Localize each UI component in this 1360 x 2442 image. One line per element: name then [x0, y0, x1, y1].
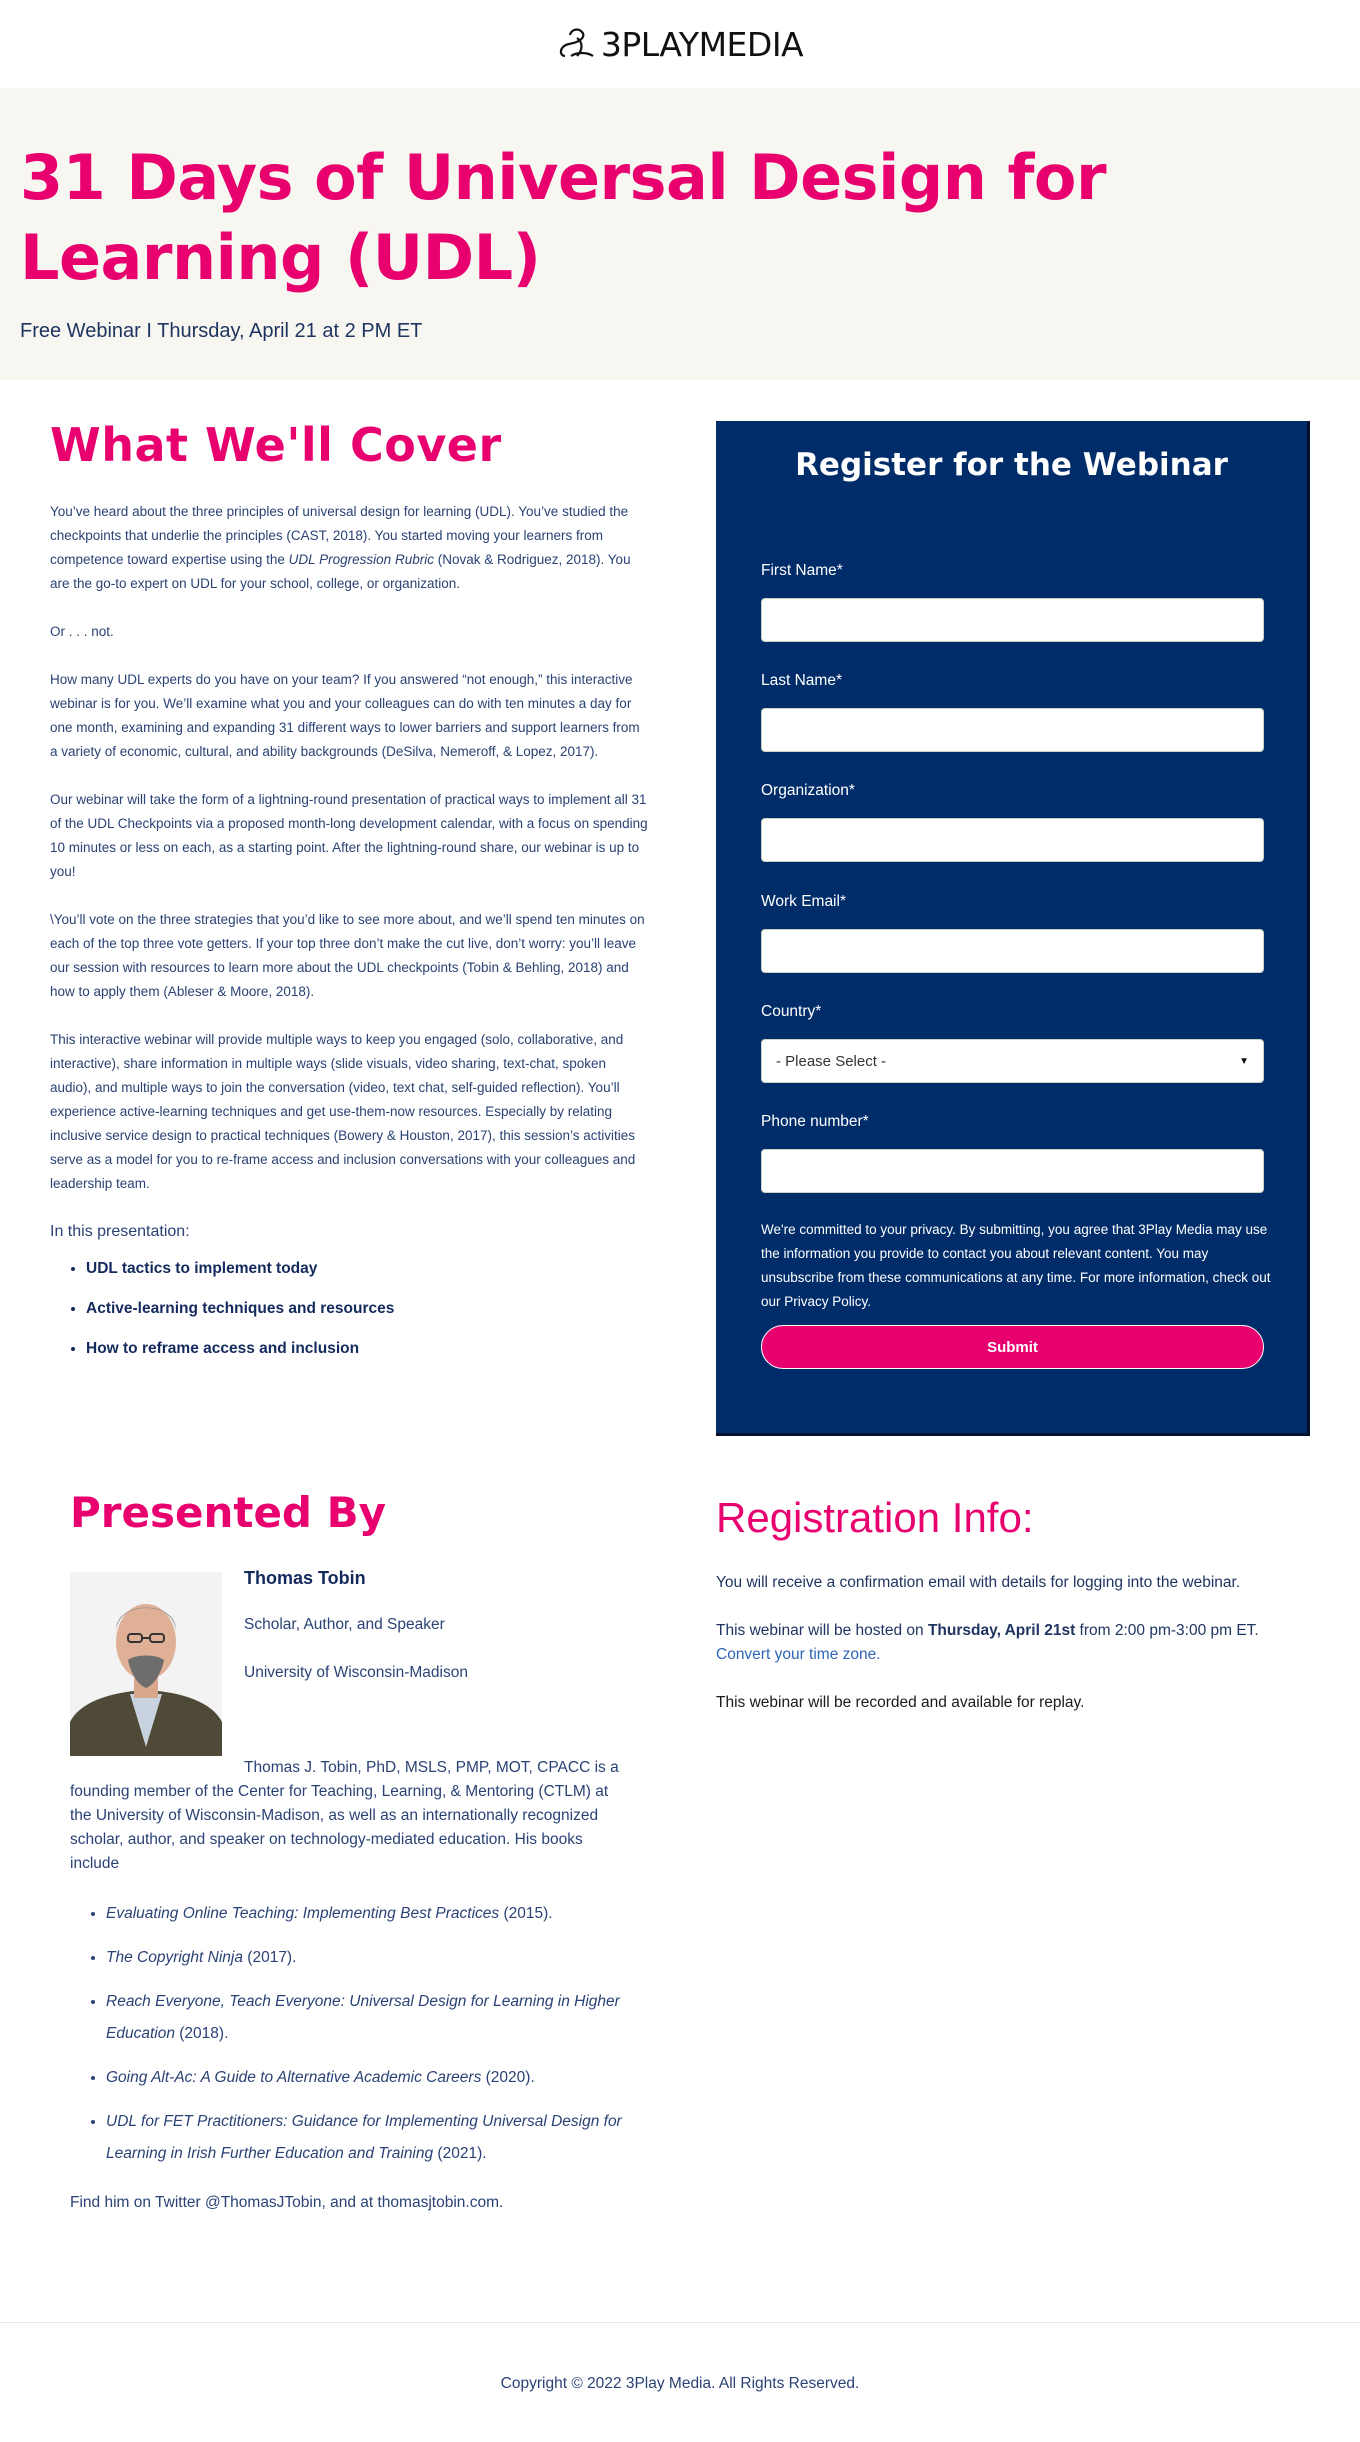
privacy-notice: We're committed to your privacy. By submitting, you agree that 3Play Media may use the information you provide to contact you about relevant content. You may unsubscribe from these communications at any time. For more information, check out our Privacy Policy.: [761, 1222, 1271, 1309]
list-item: [106, 2062, 630, 2094]
cover-paragraph-1: [50, 500, 650, 596]
phone-label: Phone number*: [761, 1113, 869, 1130]
list-item: [106, 1898, 630, 1930]
book-title: UDL for FET Practitioners: Guidance for Implementing Universal Design for Learning in Irish Further Education and Training: [106, 2113, 622, 2162]
convert-timezone-link[interactable]: Convert your time zone.: [716, 1646, 881, 1663]
site-footer: [0, 2322, 1360, 2442]
organization-input[interactable]: [761, 818, 1264, 862]
section-heading-cover: What We'll Cover: [50, 418, 502, 472]
list-item: • How to reframe access and inclusion: [86, 1340, 650, 1358]
logo-text: 3PLAYMEDIA: [600, 24, 804, 64]
site-header: [0, 0, 1360, 88]
cover-paragraph-5: \You’ll vote on the three strategies that you’d like to see more about, and we’ll spend ten minutes on each of the top three vote getters. If your top three don’t make the cut live, don’t worry: you’ll leave our session with resources to learn more about the UDL checkpoints (Tobin & Behling, 2018) and how to apply them (Ableser & Moore, 2018).: [50, 912, 645, 999]
copyright: Copyright © 2022 3Play Media. All Rights Reserved.: [500, 2375, 860, 2392]
last-name-label: Last Name*: [761, 672, 842, 689]
submit-button[interactable]: Submit: [761, 1325, 1264, 1369]
book-year: (2018).: [174, 2025, 229, 2042]
section-heading-registration-info: Registration Info:: [716, 1494, 1034, 1541]
work-email-input[interactable]: [761, 929, 1264, 973]
list-item: [106, 1986, 630, 2050]
cover-paragraph-3: How many UDL experts do you have on your team? If you answered “not enough,” this interactive webinar is for you. We’ll examine what you and your colleagues can do with ten minutes a day for one month, examining and expanding 31 different ways to lower barriers and support learners from a variety of economic, cultural, and ability backgrounds (DeSilva, Nemeroff, & Lopez, 2017).: [50, 672, 640, 759]
hero-banner: [0, 88, 1360, 380]
country-select[interactable]: [761, 1039, 1264, 1083]
last-name-input[interactable]: [761, 708, 1264, 752]
book-title: Going Alt-Ac: A Guide to Alternative Academic Careers: [106, 2069, 482, 2086]
phone-input[interactable]: [761, 1149, 1264, 1193]
list-item: [106, 1942, 630, 1974]
list-item: [106, 2106, 630, 2170]
chevron-down-icon: ▼: [1239, 1055, 1249, 1067]
what-well-cover-section: [50, 418, 650, 1380]
country-label: Country*: [761, 1003, 822, 1020]
replay-text: This webinar will be recorded and available for replay.: [716, 1694, 1085, 1711]
confirmation-text: You will receive a confirmation email with details for logging into the webinar.: [716, 1574, 1241, 1591]
3play-media-logo-icon: [557, 26, 597, 62]
cover-paragraph-4: Our webinar will take the form of a lightning-round presentation of practical ways to implement all 31 of the UDL Checkpoints via a proposed month-long development calendar, with a focus on spending 10 minutes or less on each, as a starting point. After the lightning-round share, our webinar is up to you!: [50, 792, 648, 879]
speaker-affiliation: University of Wisconsin-Madison: [244, 1664, 468, 1681]
form-title: Register for the Webinar: [795, 447, 1228, 483]
cover-paragraph-2: Or . . . not.: [50, 624, 114, 639]
registration-form: [716, 421, 1310, 1436]
first-name-input[interactable]: [761, 598, 1264, 642]
book-year: (2017).: [242, 1949, 297, 1966]
webinar-date: Thursday, April 21st: [927, 1622, 1076, 1639]
first-name-label: First Name*: [761, 562, 843, 579]
cover-text: (Novak & Rodriguez, 2018). You are the go-to expert on UDL for your school, college, or organization.: [50, 552, 631, 591]
rubric-title: UDL Progression Rubric: [288, 552, 434, 567]
list-item: • Active-learning techniques and resources: [86, 1300, 650, 1318]
book-title: The Copyright Ninja: [106, 1949, 243, 1966]
speaker-photo: [70, 1572, 222, 1756]
hosting-text-a: This webinar will be hosted on: [716, 1622, 928, 1639]
page-subtitle: Free Webinar I Thursday, April 21 at 2 PM ET: [20, 320, 423, 342]
presentation-lead: In this presentation:: [50, 1223, 190, 1240]
registration-info-section: [716, 1494, 1316, 1711]
logo[interactable]: [557, 25, 803, 64]
presentation-bullets: [50, 1260, 650, 1358]
presenter-section: [70, 1488, 630, 2211]
hosting-text: [716, 1622, 1259, 1640]
book-year: (2015).: [499, 1905, 553, 1922]
book-title: Reach Everyone, Teach Everyone: Universal Design for Learning in Higher Education: [106, 1993, 620, 2042]
speaker-name: Thomas Tobin: [244, 1568, 366, 1588]
speaker-bio: Thomas J. Tobin, PhD, MSLS, PMP, MOT, CPACC is a founding member of the Center for Teaching, Learning, & Mentoring (CTLM) at the University of Wisconsin-Madison, as well as an internationally recognized scholar, author, and speaker on technology-mediated education. His books include: [70, 1759, 619, 1872]
cover-paragraph-6: This interactive webinar will provide multiple ways to keep you engaged (solo, collaborative, and interactive), share information in multiple ways (slide visuals, video sharing, text-chat, spoken audio), and multiple ways to join the conversation (video, text chat, self-guided reflection). You’ll experience active-learning techniques and get use-them-now resources. Especially by relating inclusive service design to practical techniques (Bowery & Houston, 2017), this session’s activities serve as a model for you to re-frame access and inclusion conversations with your colleagues and leadership team.: [50, 1032, 636, 1191]
work-email-label: Work Email*: [761, 893, 846, 910]
book-title: Evaluating Online Teaching: Implementing Best Practices: [106, 1905, 500, 1922]
hosting-text-b: from 2:00 pm-3:00 pm ET.: [1075, 1622, 1259, 1639]
books-list: [70, 1898, 630, 2182]
organization-label: Organization*: [761, 782, 855, 799]
find-me-text: Find him on Twitter @ThomasJTobin, and at thomasjtobin.com.: [70, 2194, 504, 2211]
book-year: (2021).: [433, 2145, 487, 2162]
section-heading-presenter: Presented By: [70, 1488, 387, 1537]
book-year: (2020).: [481, 2069, 535, 2086]
speaker-role: Scholar, Author, and Speaker: [244, 1616, 445, 1633]
country-selected-value: - Please Select -: [776, 1052, 887, 1070]
page-title: 31 Days of Universal Design for Learning (UDL): [20, 141, 1107, 294]
cover-text: You’ve heard about the three principles of universal design for learning (UDL). You’ve studied the checkpoints that underlie the principles (CAST, 2018). You started moving your learners from competence toward expertise using the: [50, 504, 629, 567]
list-item: • UDL tactics to implement today: [86, 1260, 650, 1278]
